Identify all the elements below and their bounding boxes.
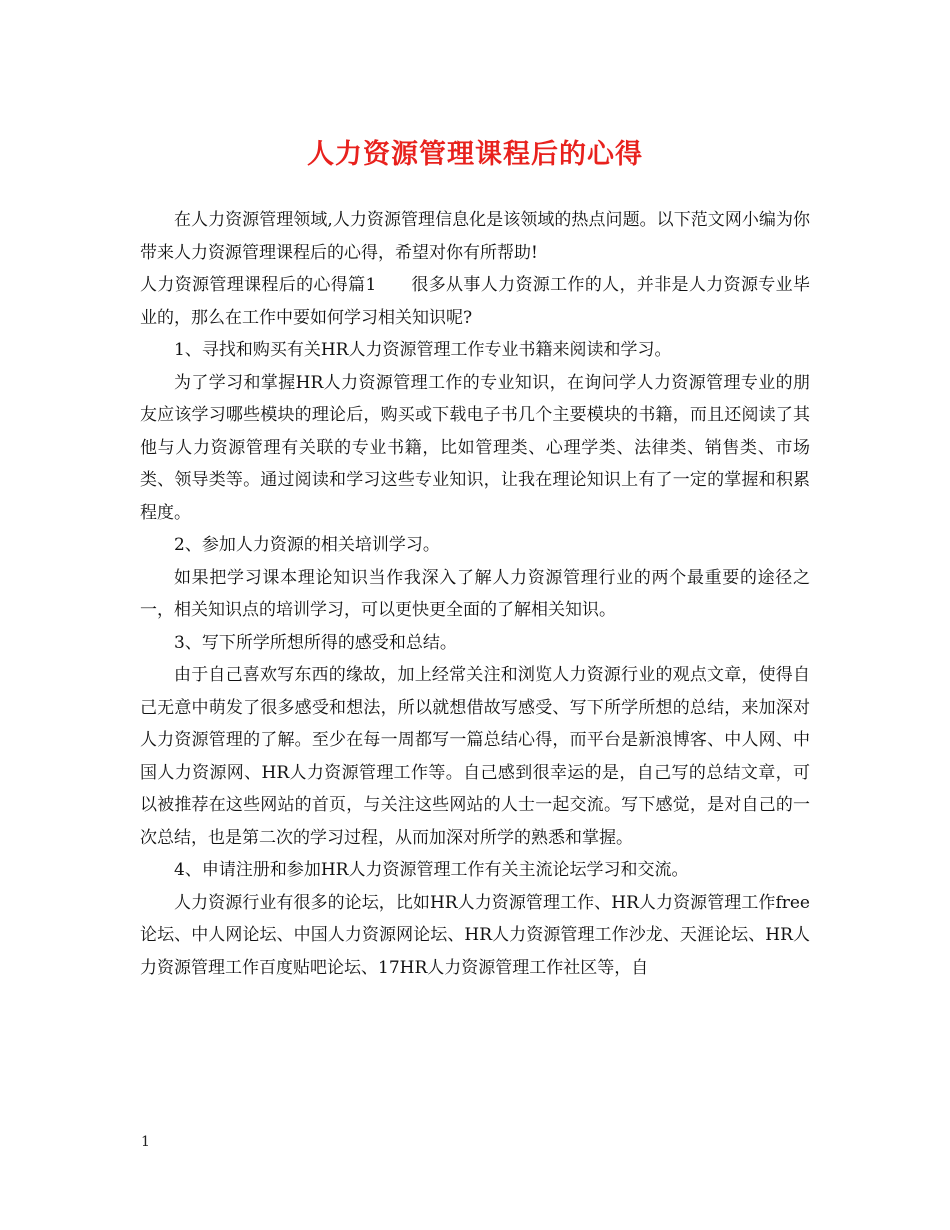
- document-body: [140, 204, 810, 984]
- paragraph-point-3: 3、写下所学所想所得的感受和总结。: [174, 632, 457, 653]
- paragraph-point-1: 1、寻找和购买有关HR人力资源管理工作专业书籍来阅读和学习。: [174, 340, 672, 360]
- paragraph-point-1-body: 为了学习和掌握HR人力资源管理工作的专业知识，在询问学人力资源管理专业的朋友应该学习哪些模块的理论后，购买或下载电子书几个主要模块的书籍，而且还阅读了其他与人力资源管理有关联的专业书籍，比如管理类、心理学类、法律类、销售类、市场类、领导类等。通过阅读和学习这些专业知识，让我在理论知识上有了一定的掌握和积累程度。: [140, 372, 810, 523]
- paragraph-point-3-body: 由于自己喜欢写东西的缘故，加上经常关注和浏览人力资源行业的观点文章，使得自己无意中萌发了很多感受和想法，所以就想借故写感受、写下所学所想的总结，来加深对人力资源管理的了解。至少在每一周都写一篇总结心得，而平台是新浪博客、中人网、中国人力资源网、HR人力资源管理工作等。自己感到很幸运的是，自己写的总结文章，可以被推荐在这些网站的首页，与关注这些网站的人士一起交流。写下感觉，是对自己的一次总结，也是第二次的学习过程，从而加深对所学的熟悉和掌握。: [140, 665, 810, 848]
- paragraph-point-2-body: 如果把学习课本理论知识当作我深入了解人力资源管理行业的两个最重要的途径之一，相关知识点的培训学习，可以更快更全面的了解相关知识。: [140, 567, 810, 620]
- paragraph-point-4: 4、申请注册和参加HR人力资源管理工作有关主流论坛学习和交流。: [174, 860, 689, 880]
- paragraph-section-heading: 人力资源管理课程后的心得篇1 很多从事人力资源工作的人，并非是人力资源专业毕业的，那么在工作中要如何学习相关知识呢?: [140, 275, 810, 328]
- page-number: 1: [141, 1134, 150, 1150]
- document-title: 人力资源管理课程后的心得: [307, 139, 643, 170]
- paragraph-intro: 在人力资源管理领域,人力资源管理信息化是该领域的热点问题。以下范文网小编为你带来人力资源管理课程后的心得，希望对你有所帮助!: [140, 210, 810, 263]
- paragraph-point-4-body: 人力资源行业有很多的论坛，比如HR人力资源管理工作、HR人力资源管理工作free论坛、中人网论坛、中国人力资源网论坛、HR人力资源管理工作沙龙、天涯论坛、HR人力资源管理工作百度贴吧论坛、17HR人力资源管理工作社区等，自: [140, 892, 810, 978]
- paragraph-point-2: 2、参加人力资源的相关培训学习。: [174, 535, 440, 555]
